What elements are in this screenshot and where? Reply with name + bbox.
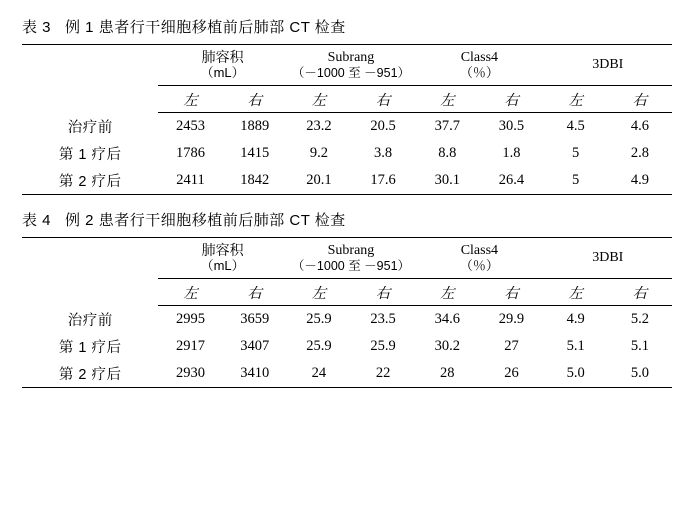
- table-cell: 2.8: [630, 145, 649, 161]
- table-cell: 2453: [176, 118, 205, 134]
- table-cell: 5: [544, 167, 608, 195]
- table-row: [22, 333, 672, 360]
- row-label: 第 1 疗后: [58, 340, 122, 356]
- table-cell: 25.9: [306, 338, 332, 354]
- group-header-line1: 3DBI: [592, 250, 624, 266]
- row-label: 治疗前: [67, 312, 113, 329]
- table-cell: 25.9: [370, 338, 396, 354]
- row-label: 第 2 疗后: [22, 167, 158, 195]
- table-cell: 2411: [158, 167, 222, 195]
- group-header-class4: [415, 238, 543, 279]
- table-row: [22, 167, 672, 195]
- sub-header-cell: 右: [608, 279, 672, 306]
- table-row: [22, 279, 672, 306]
- table-caption-3: [22, 16, 668, 37]
- row-label: 治疗前: [67, 119, 113, 136]
- table-cell: 29.9: [498, 311, 525, 327]
- group-header-line1: Class4: [460, 242, 499, 258]
- table-cell: 23.5: [370, 311, 396, 327]
- corner-cell: [22, 45, 158, 86]
- table-caption-number-3: 表 3: [22, 19, 52, 36]
- table-row: [22, 45, 672, 86]
- group-header-line2: （mL）: [200, 64, 245, 80]
- table-cell: 5.2: [630, 311, 649, 327]
- sub-header-cell: 右: [479, 279, 543, 306]
- table-cell: 17.6: [351, 167, 415, 195]
- table-row: [22, 140, 672, 167]
- group-header-lung-volume: [158, 238, 286, 279]
- table-cell: 1889: [240, 118, 270, 134]
- table-cell: 20.1: [287, 167, 351, 195]
- table-row: [22, 113, 672, 141]
- table-cell: 27: [504, 338, 519, 354]
- sub-header-cell: 左: [158, 279, 222, 306]
- table-caption-text-4: 例 2 患者行干细胞移植前后肺部 CT 检查: [65, 212, 346, 229]
- row-label: 第 2 疗后: [22, 360, 158, 388]
- table-cell: 34.6: [434, 311, 460, 327]
- table-cell: 5.1: [630, 338, 649, 354]
- sub-header-cell: 左: [158, 86, 222, 113]
- table-block-4: [18, 209, 668, 388]
- table-cell: 30.5: [498, 118, 525, 134]
- group-header-line1: Subrang: [327, 243, 375, 259]
- sub-header-cell: 左: [544, 279, 608, 306]
- group-header-class4: [415, 45, 543, 86]
- table-cell: 20.5: [370, 118, 396, 134]
- table-cell: 5.0: [608, 360, 672, 388]
- group-header-line2: （－1000 至 －951）: [291, 65, 411, 80]
- sub-header-cell: 右: [608, 86, 672, 113]
- table-cell: 4.5: [566, 118, 585, 134]
- sub-header-cell: 左: [287, 279, 351, 306]
- table-row: [22, 238, 672, 279]
- group-header-3dbi: [544, 238, 672, 279]
- table-cell: 26.4: [479, 167, 543, 195]
- group-header-line1: 3DBI: [592, 57, 624, 73]
- corner-cell: [22, 238, 158, 279]
- table-cell: 5: [572, 145, 580, 161]
- table-cell: 2917: [176, 338, 205, 354]
- table-cell: 2995: [176, 311, 205, 327]
- group-header-line2: （mL）: [200, 257, 245, 273]
- table-cell: 9.2: [309, 145, 328, 161]
- table-caption-text-3: 例 1 患者行干细胞移植前后肺部 CT 检查: [65, 19, 346, 36]
- ct-table-4: [22, 237, 672, 388]
- sub-header-corner: [22, 86, 158, 113]
- table-cell: 24: [287, 360, 351, 388]
- group-header-line2: （％）: [459, 64, 499, 80]
- table-cell: 30.2: [434, 338, 460, 354]
- group-header-line2: （％）: [459, 257, 499, 273]
- sub-header-cell: 左: [415, 86, 479, 113]
- table-cell: 22: [351, 360, 415, 388]
- table-row: [22, 306, 672, 334]
- table-cell: 23.2: [306, 118, 332, 134]
- sub-header-cell: 左: [287, 86, 351, 113]
- sub-header-cell: 右: [351, 279, 415, 306]
- table-cell: 3407: [240, 338, 270, 354]
- group-header-line2: （－1000 至 －951）: [291, 258, 411, 273]
- table-caption-4: [22, 209, 668, 230]
- group-header-line1: 肺容积: [201, 48, 244, 65]
- group-header-subrang: [287, 45, 415, 86]
- table-row: [22, 86, 672, 113]
- table-cell: 4.9: [608, 167, 672, 195]
- group-header-lung-volume: [158, 45, 286, 86]
- table-cell: 3410: [223, 360, 287, 388]
- table-caption-number-4: 表 4: [22, 212, 52, 229]
- table-cell: 1.8: [502, 145, 521, 161]
- table-cell: 4.6: [630, 118, 649, 134]
- table-cell: 37.7: [434, 118, 460, 134]
- group-header-subrang: [287, 238, 415, 279]
- table-cell: 1842: [223, 167, 287, 195]
- group-header-line1: 肺容积: [201, 241, 244, 258]
- table-cell: 3659: [240, 311, 270, 327]
- table-cell: 5.1: [566, 338, 585, 354]
- table-cell: 2930: [158, 360, 222, 388]
- table-cell: 8.8: [438, 145, 457, 161]
- sub-header-cell: 右: [351, 86, 415, 113]
- table-cell: 30.1: [415, 167, 479, 195]
- table-cell: 1786: [176, 145, 205, 161]
- table-cell: 4.9: [566, 311, 585, 327]
- sub-header-cell: 右: [223, 279, 287, 306]
- group-header-3dbi: [544, 45, 672, 86]
- table-cell: 28: [415, 360, 479, 388]
- table-cell: 26: [479, 360, 543, 388]
- sub-header-cell: 右: [223, 86, 287, 113]
- sub-header-cell: 左: [544, 86, 608, 113]
- sub-header-cell: 左: [415, 279, 479, 306]
- table-cell: 5.0: [544, 360, 608, 388]
- group-header-line1: Class4: [460, 49, 499, 65]
- table-block-3: [18, 16, 668, 195]
- table-row: [22, 360, 672, 388]
- table-cell: 3.8: [374, 145, 393, 161]
- group-header-line1: Subrang: [327, 50, 375, 66]
- sub-header-corner: [22, 279, 158, 306]
- row-label: 第 1 疗后: [58, 147, 122, 163]
- table-cell: 25.9: [306, 311, 332, 327]
- ct-table-3: [22, 44, 672, 195]
- sub-header-cell: 右: [479, 86, 543, 113]
- table-cell: 1415: [240, 145, 270, 161]
